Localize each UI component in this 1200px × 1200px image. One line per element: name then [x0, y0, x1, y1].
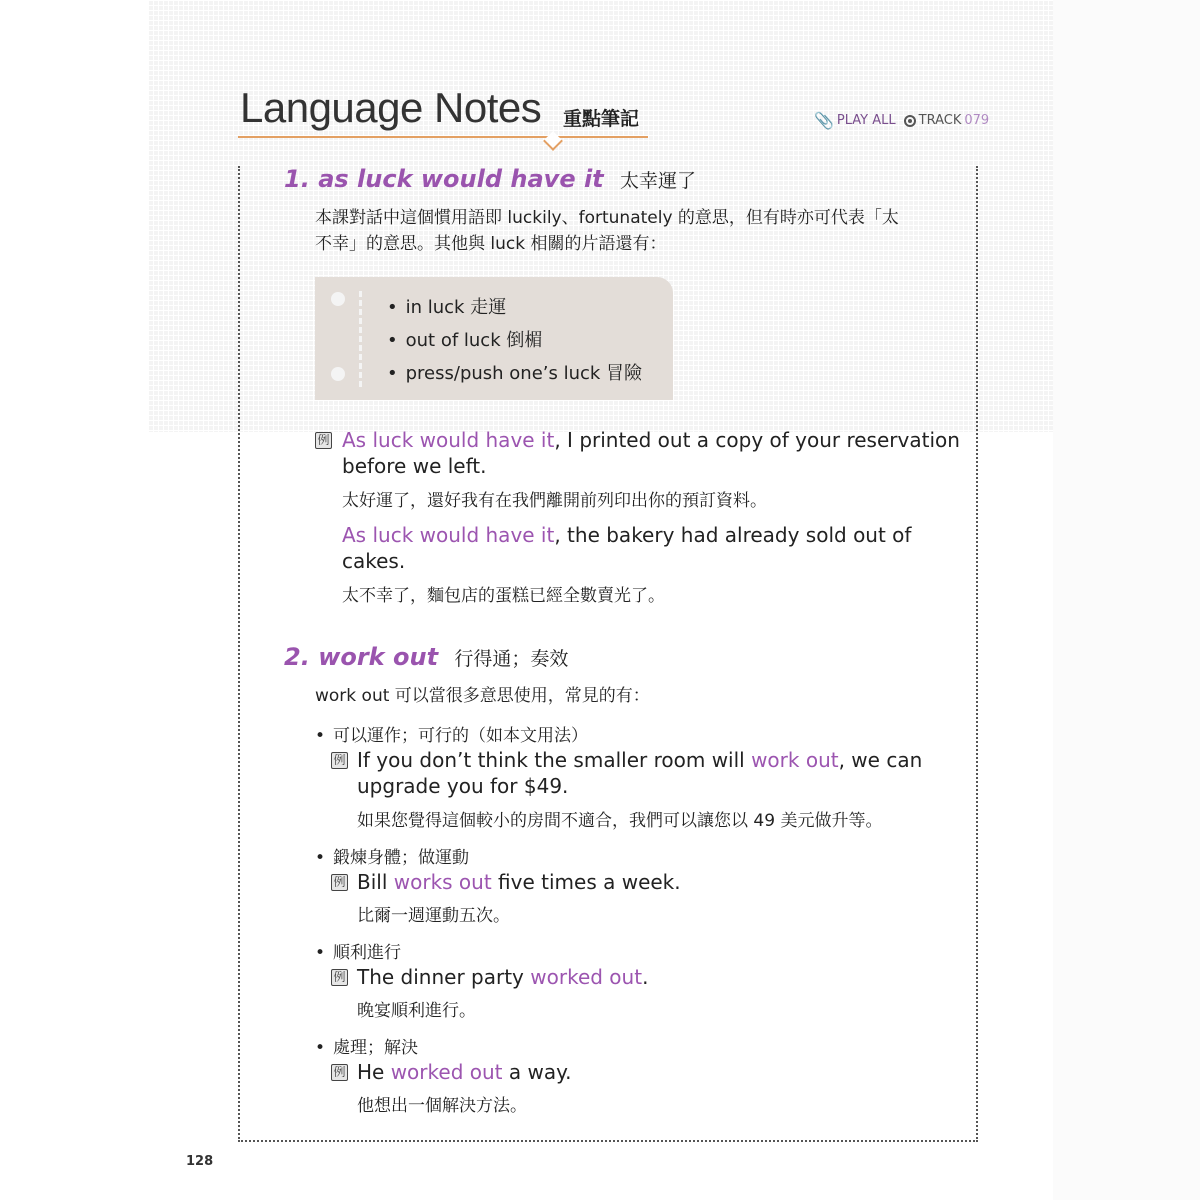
play-all-label[interactable]: PLAY ALL [836, 113, 896, 128]
example-text: five times a week. [491, 870, 681, 894]
sense-3-translation: 晚宴順利進行。 [357, 1001, 476, 1021]
sense-label: • 可以運作；可行的（如本文用法） [315, 721, 588, 746]
card-hole [331, 292, 345, 306]
sense-4-translation: 他想出一個解決方法。 [357, 1096, 527, 1116]
example-highlight: works out [393, 870, 492, 894]
example-text: The dinner party [357, 965, 531, 989]
example-marker-icon: 例 [331, 969, 348, 986]
card-hole [331, 367, 345, 381]
sense-2-translation: 比爾一週運動五次。 [357, 906, 510, 926]
sense-4-example [357, 1059, 571, 1085]
example-text: Bill [357, 870, 394, 894]
list-item: • press/push one’s luck 冒險 [387, 361, 642, 394]
example-text: . [642, 965, 649, 989]
sense-2-example [357, 869, 681, 895]
page-number: 128 [186, 1154, 214, 1169]
note-1-meaning: 太幸運了 [620, 170, 697, 192]
audio-track-control[interactable] [814, 111, 989, 130]
note-1-number: 1. [284, 165, 310, 193]
sense-1-translation: 如果您覺得這個較小的房間不適合，我們可以讓您以 49 美元做升等。 [357, 811, 883, 831]
example-text: , I printed out a copy of your reservation [554, 428, 960, 452]
example-marker-icon: 例 [331, 874, 348, 891]
note-1-desc-line2: 不幸」的意思。其他與 luck 相關的片語還有： [315, 234, 667, 254]
note-1-phrase: as luck would have it [318, 165, 604, 193]
related-phrases-list [387, 295, 642, 394]
sense-1-example [357, 747, 922, 773]
cd-track-icon [904, 115, 916, 127]
example-text: He [357, 1060, 391, 1084]
note-2-number: 2. [284, 643, 310, 671]
sense-label: • 處理；解決 [315, 1033, 418, 1058]
example-marker-icon: 例 [331, 1064, 348, 1081]
note-1-example-2-line2: cakes. [342, 549, 406, 573]
note-1-desc-line1: 本課對話中這個慣用語即 luckily、fortunately 的意思，但有時亦可代表「太 [315, 208, 899, 228]
card-perforation [359, 291, 362, 387]
sense-3-example [357, 964, 648, 990]
sense-label: • 鍛煉身體；做運動 [315, 843, 469, 868]
page-edge [1053, 0, 1200, 1200]
example-highlight: worked out [530, 965, 643, 989]
sense-label: • 順利進行 [315, 938, 401, 963]
title-underline [238, 136, 648, 138]
example-highlight: worked out [390, 1060, 503, 1084]
track-number: 079 [964, 113, 990, 128]
note-2-phrase: work out [318, 643, 439, 671]
example-highlight: work out [751, 748, 839, 772]
example-text: , we can [838, 748, 923, 772]
paperclip-icon: 📎 [814, 111, 834, 130]
note-1-example-1-translation: 太好運了，還好我有在我們離開前列印出你的預訂資料。 [342, 491, 767, 511]
page-title-zh: 重點筆記 [563, 108, 640, 130]
example-marker-icon: 例 [331, 752, 348, 769]
example-text: , the bakery had already sold out of [554, 523, 912, 547]
note-2-desc: work out 可以當很多意思使用，常見的有： [315, 686, 650, 706]
track-label: TRACK [918, 113, 962, 128]
example-marker-icon: 例 [315, 432, 332, 449]
note-1-example-1 [342, 427, 960, 453]
note-1-example-2-translation: 太不幸了，麵包店的蛋糕已經全數賣光了。 [342, 586, 665, 606]
example-highlight: As luck would have it [342, 523, 555, 547]
related-phrases-card [315, 277, 673, 400]
page-title: Language Notes [240, 84, 542, 131]
example-text: a way. [502, 1060, 572, 1084]
sense-1-example-line2: upgrade you for $49. [357, 774, 569, 798]
example-highlight: As luck would have it [342, 428, 555, 452]
list-item: • in luck 走運 [387, 295, 642, 328]
note-2-heading [284, 643, 568, 671]
note-1-heading [284, 165, 696, 193]
note-1-example-1-line2: before we left. [342, 454, 487, 478]
note-1-example-2 [342, 522, 911, 548]
note-2-meaning: 行得通；奏效 [454, 648, 569, 670]
list-item: • out of luck 倒楣 [387, 328, 642, 361]
example-text: If you don’t think the smaller room will [357, 748, 752, 772]
